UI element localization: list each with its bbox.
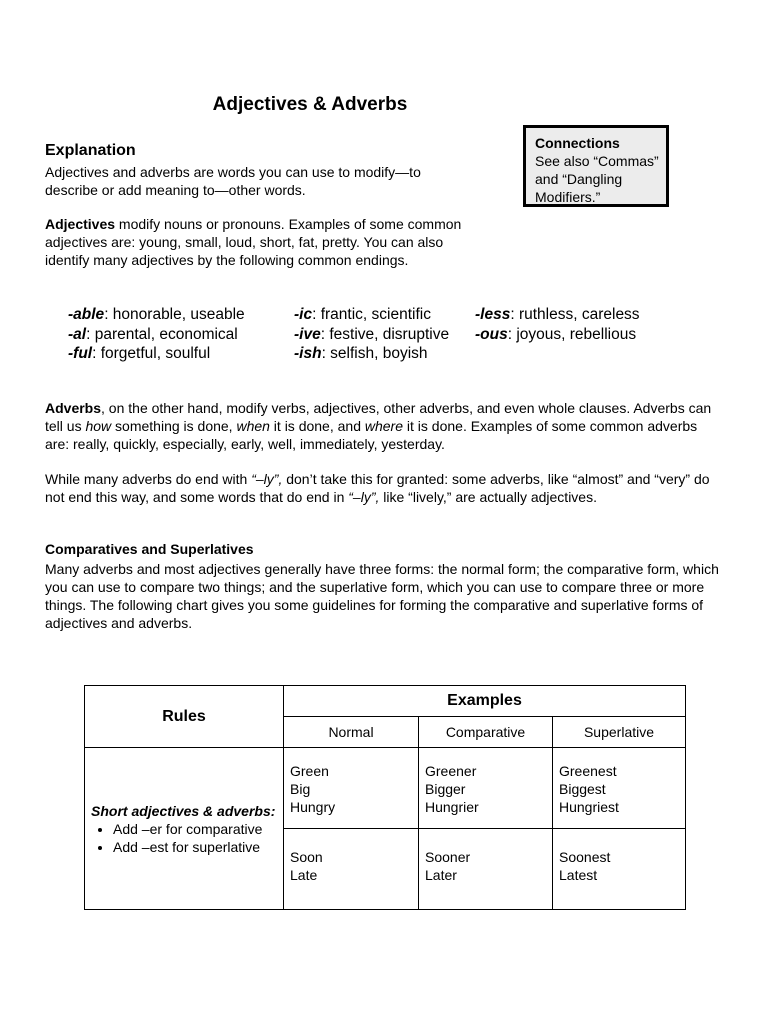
- ending-suffix: -al: [68, 325, 87, 343]
- ly-paragraph: [45, 470, 725, 506]
- endings-column-2: [294, 305, 449, 364]
- ending-item: [68, 344, 245, 364]
- ending-item: [475, 305, 640, 325]
- rules-header: Rules: [85, 686, 284, 748]
- ending-words: : frantic, scientific: [312, 306, 431, 323]
- comparison-table: [84, 685, 686, 910]
- examples-header: Examples: [284, 686, 686, 717]
- ending-words: : honorable, useable: [104, 306, 245, 323]
- adverbs-text: it is done. Examples of some common adverbs are: really, quickly, especially, early, well, immediately, yesterday.: [45, 418, 698, 452]
- connections-heading: Connections: [535, 135, 620, 151]
- ending-suffix: -able: [68, 306, 105, 323]
- ending-suffix: -ive: [294, 325, 321, 343]
- word: Biggest: [559, 781, 606, 797]
- word: Greener: [425, 763, 477, 779]
- table-header-row: [85, 686, 686, 717]
- ending-words: : festive, disruptive: [320, 325, 450, 343]
- normal-cell: [284, 748, 419, 829]
- ending-words: : ruthless, careless: [510, 306, 640, 323]
- word: Hungrier: [425, 799, 479, 815]
- ending-suffix: -ous: [475, 325, 508, 343]
- ly-text: like “lively,” are actually adjectives.: [379, 489, 597, 505]
- comparatives-heading: Comparatives and Superlatives: [45, 541, 254, 557]
- adverbs-how: how: [85, 418, 112, 434]
- rule-cell: [85, 748, 284, 910]
- rule-heading: Short adjectives & adverbs:: [91, 802, 276, 819]
- word: Greenest: [559, 763, 617, 779]
- comparative-cell: [419, 748, 553, 829]
- word: Latest: [559, 867, 598, 883]
- normal-cell: [284, 829, 419, 910]
- rule-item: • Add –est for superlative: [113, 838, 277, 856]
- ending-words: : parental, economical: [86, 325, 238, 343]
- rule-item: • Add –er for comparative: [113, 820, 277, 838]
- word: Soon: [290, 849, 323, 865]
- ly-suffix: “–ly”,: [251, 471, 283, 487]
- adverbs-where: where: [364, 418, 404, 434]
- ending-words: : forgetful, soulful: [92, 345, 211, 362]
- superlative-header: Superlative: [553, 717, 686, 748]
- word: Sooner: [425, 849, 471, 865]
- adverbs-text: something is done,: [111, 418, 237, 434]
- adverbs-text: it is done, and: [269, 418, 365, 434]
- connections-box: [523, 125, 669, 207]
- ending-words: : selfish, boyish: [321, 345, 428, 362]
- ending-item: [294, 305, 449, 325]
- normal-header: Normal: [284, 717, 419, 748]
- word: Soonest: [559, 849, 611, 865]
- explanation-intro: Adjectives and adverbs are words you can use to modify—to describe or add meaning to—other words.: [45, 164, 421, 198]
- word: Late: [290, 867, 318, 883]
- table-row: [85, 748, 686, 829]
- adverbs-text: , on the other hand, modify verbs, adjectives, other adverbs, and even whole clauses. Adverbs can tell us: [45, 400, 712, 434]
- superlative-cell: [553, 748, 686, 829]
- explanation-heading: Explanation: [45, 142, 136, 159]
- ending-item: [475, 325, 640, 345]
- word: Big: [290, 781, 311, 797]
- word: Hungriest: [559, 799, 619, 815]
- endings-column-3: [475, 305, 640, 344]
- endings-column-1: [68, 305, 245, 364]
- ly-text: While many adverbs do end with: [45, 471, 252, 487]
- ending-suffix: -ic: [294, 306, 313, 323]
- word: Later: [425, 867, 457, 883]
- ending-item: [294, 325, 449, 345]
- superlative-cell: [553, 829, 686, 910]
- connections-text: See also “Commas” and “Dangling Modifiers.”: [535, 153, 659, 205]
- ending-suffix: -ful: [68, 345, 93, 362]
- word: Bigger: [425, 781, 466, 797]
- ending-words: : joyous, rebellious: [507, 325, 637, 343]
- adverbs-term: Adverbs: [45, 400, 102, 416]
- adjectives-term: Adjectives: [45, 216, 116, 232]
- page-title: Adjectives & Adverbs: [212, 94, 408, 115]
- adverbs-paragraph: [45, 399, 725, 453]
- comparative-cell: [419, 829, 553, 910]
- word: Hungry: [290, 799, 336, 815]
- comparatives-paragraph: Many adverbs and most adjectives generally have three forms: the normal form; the comparative form, which you can use to compare two things; and the superlative form, which you can use to compare three or more things. The following chart gives you some guidelines for forming the comparative and superlative forms of adjectives and adverbs.: [45, 561, 719, 631]
- ly-text: don’t take this for granted: some adverbs, like “almost” and “very” do not end this way, and some words that do end in: [45, 471, 710, 505]
- ly-suffix: “–ly”,: [348, 489, 380, 505]
- adjectives-paragraph: [45, 215, 465, 269]
- adjectives-text: modify nouns or pronouns. Examples of some common adjectives are: young, small, loud, short, fat, pretty. You can also identify many adjectives by the following common endings.: [45, 216, 462, 268]
- word: Green: [290, 763, 329, 779]
- rule-list: [91, 820, 277, 856]
- ending-suffix: -less: [475, 306, 511, 323]
- ending-suffix: -ish: [294, 345, 322, 362]
- comparative-header: Comparative: [419, 717, 553, 748]
- ending-item: [68, 305, 245, 325]
- ending-item: [68, 325, 245, 345]
- adverbs-when: when: [236, 418, 270, 434]
- ending-item: [294, 344, 449, 364]
